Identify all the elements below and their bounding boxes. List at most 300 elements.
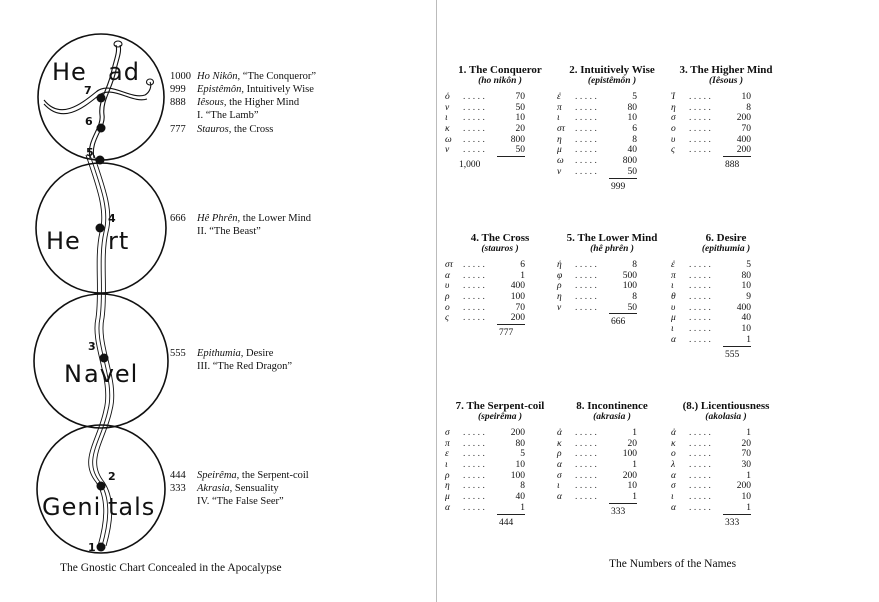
left-caption: The Gnostic Chart Concealed in the Apocalypse (60, 562, 282, 574)
letter-value: 100 (510, 470, 525, 481)
greek-letter: ο (671, 449, 676, 460)
table-title: 3. The Higher Mind (679, 64, 773, 76)
dot-leader: ..... (575, 260, 600, 270)
table-row (441, 492, 559, 503)
letter-value: 20 (515, 124, 525, 135)
greek-letter: ὁ (445, 92, 450, 102)
greek-letter: κ (557, 438, 562, 449)
dot-leader: ..... (463, 470, 488, 481)
greek-letter: ρ (445, 292, 450, 303)
greek-letter: ρ (557, 281, 562, 292)
dot-leader: ..... (463, 438, 488, 449)
chakra-points (96, 94, 109, 552)
table-total: 333 (725, 517, 740, 528)
letter-value: 1 (723, 503, 751, 515)
table-row (553, 260, 671, 271)
table-row (441, 460, 559, 471)
table-row (441, 449, 559, 460)
table-row (441, 145, 559, 156)
greek-letter: η (671, 102, 676, 113)
letter-value: 70 (741, 124, 751, 135)
table-row (553, 135, 671, 146)
point-6 (97, 124, 106, 133)
dot-leader: ..... (689, 134, 714, 145)
dot-leader: ..... (689, 470, 714, 481)
table-row (441, 503, 559, 514)
greek-letter: π (445, 438, 450, 449)
letter-value: 70 (515, 302, 525, 313)
table-row (667, 260, 785, 271)
greek-letter: α (671, 470, 676, 481)
letter-value: 70 (741, 449, 751, 460)
dot-leader: ..... (689, 302, 714, 313)
greek-letter: ε (445, 449, 449, 460)
dot-leader: ..... (575, 492, 600, 503)
dot-leader: ..... (575, 438, 600, 449)
letter-value: 80 (741, 270, 751, 281)
letter-value: 400 (736, 302, 751, 313)
table-row (667, 281, 785, 292)
letter-value: 8 (746, 102, 751, 113)
letter-value: 1 (609, 492, 637, 504)
name-table-7 (441, 400, 559, 528)
table-row (553, 156, 671, 167)
table-row (553, 492, 671, 503)
dot-leader: ..... (689, 324, 714, 335)
table-row (667, 428, 785, 439)
dot-leader: ..... (463, 502, 488, 513)
letter-value: 1 (746, 470, 751, 481)
name-table-8 (553, 400, 671, 517)
greek-letter: σ (671, 113, 676, 124)
greek-letter: ν (557, 302, 562, 313)
table-row (441, 260, 559, 271)
greek-letter: ο (445, 302, 450, 313)
table-subtitle: (hê phrên ) (590, 244, 634, 254)
point-label-2: 2 (108, 470, 116, 483)
table-row (553, 303, 671, 314)
table-subtitle: (stauros ) (481, 244, 519, 254)
greek-letter: υ (671, 134, 676, 145)
dot-leader: ..... (575, 428, 600, 438)
letter-value: 10 (627, 113, 637, 124)
letter-value: 100 (510, 292, 525, 303)
dot-leader: ..... (463, 292, 488, 303)
greek-letter: μ (557, 145, 562, 156)
dot-leader: ..... (463, 302, 488, 313)
name-table-9 (667, 400, 785, 528)
dot-leader: ..... (689, 438, 714, 449)
dot-leader: ..... (463, 449, 488, 460)
greek-letter: ν (445, 145, 450, 156)
name-table-2 (553, 64, 671, 192)
table-row (667, 303, 785, 314)
letter-value: 50 (497, 145, 525, 157)
table-title: 2. Intuitively Wise (569, 64, 655, 76)
table-row (553, 428, 671, 439)
dot-leader: ..... (689, 292, 714, 303)
table-row (667, 103, 785, 114)
dot-leader: ..... (575, 292, 600, 303)
label-999: 999 Epistêmôn, Intuitively Wise (170, 84, 314, 95)
word-heart-left: He (46, 227, 81, 255)
table-title: (8.) Licentiousness (682, 400, 770, 412)
letter-value: 5 (746, 260, 751, 270)
greek-letter: η (557, 134, 562, 145)
greek-letter: θ (671, 292, 676, 303)
name-table-3 (667, 64, 785, 170)
letter-value: 20 (627, 438, 637, 449)
table-subtitle: (epithumia ) (701, 244, 751, 254)
dot-leader: ..... (463, 281, 488, 292)
name-table-1 (441, 64, 559, 170)
dot-leader: ..... (575, 134, 600, 145)
table-row (553, 103, 671, 114)
letter-value: 30 (741, 460, 751, 471)
dot-leader: ..... (463, 270, 488, 281)
point-label-3: 3 (88, 340, 96, 353)
table-row (553, 167, 671, 178)
dot-leader: ..... (575, 481, 600, 492)
table-row (441, 103, 559, 114)
greek-letter: κ (445, 124, 450, 135)
greek-letter: μ (671, 313, 676, 324)
dot-leader: ..... (463, 313, 488, 324)
table-row (667, 124, 785, 135)
table-row (667, 145, 785, 156)
greek-letter: ι (445, 113, 448, 124)
table-row (667, 481, 785, 492)
letter-value: 1 (520, 270, 525, 281)
table-title: 8. Incontinence (576, 400, 648, 412)
dot-leader: ..... (575, 270, 600, 281)
greek-letter: α (671, 334, 676, 345)
letter-value: 10 (741, 324, 751, 335)
point-7 (97, 94, 106, 103)
dot-leader: ..... (575, 113, 600, 124)
dot-leader: ..... (689, 428, 714, 438)
dot-leader: ..... (689, 481, 714, 492)
dot-leader: ..... (575, 449, 600, 460)
dot-leader: ..... (575, 460, 600, 471)
greek-letter: α (445, 270, 450, 281)
dot-leader: ..... (689, 449, 714, 460)
table-title: 1. The Conqueror (458, 64, 542, 76)
letter-value: 40 (627, 145, 637, 156)
table-row (667, 135, 785, 146)
right-caption: The Numbers of the Names (609, 558, 737, 570)
letter-value: 10 (741, 281, 751, 292)
table-row (667, 335, 785, 346)
dot-leader: ..... (689, 124, 714, 135)
table-row (441, 271, 559, 282)
greek-letter: φ (557, 270, 563, 281)
letter-value: 400 (510, 281, 525, 292)
letter-value: 200 (736, 113, 751, 124)
word-heart-right: rt (108, 227, 130, 255)
table-row (667, 113, 785, 124)
table-row (553, 449, 671, 460)
greek-letter: μ (445, 492, 450, 503)
dot-leader: ..... (463, 92, 488, 102)
dot-leader: ..... (463, 134, 488, 145)
dot-leader: ..... (575, 124, 600, 135)
dot-leader: ..... (689, 460, 714, 471)
dot-leader: ..... (689, 92, 714, 102)
letter-value: 8 (632, 260, 637, 270)
table-row (553, 124, 671, 135)
greek-letter: ι (557, 113, 560, 124)
label-555: 555 Epithumia, Desire (170, 348, 274, 359)
letter-value: 1 (746, 428, 751, 438)
table-row (667, 503, 785, 514)
greek-letter: υ (445, 281, 450, 292)
greek-letter: ι (671, 492, 674, 503)
table-total: 333 (611, 506, 626, 517)
dot-leader: ..... (689, 502, 714, 513)
table-row (553, 113, 671, 124)
table-total: 999 (611, 181, 626, 192)
table-subtitle: (Iêsous ) (708, 76, 744, 86)
table-row (553, 481, 671, 492)
label-666: 666 Hê Phrên, the Lower Mind (170, 213, 312, 224)
greek-letter: α (671, 502, 676, 513)
greek-letter: α (557, 492, 562, 503)
letter-value: 800 (622, 156, 637, 167)
greek-letter: ἡ (557, 260, 562, 270)
letter-value: 100 (622, 449, 637, 460)
point-5 (96, 156, 105, 165)
letter-value: 1 (497, 503, 525, 515)
point-1 (97, 543, 106, 552)
name-table-6 (667, 232, 785, 360)
letter-value: 10 (515, 460, 525, 471)
greek-letter: η (557, 292, 562, 303)
label-333: 333 Akrasia, Sensuality (170, 483, 279, 494)
table-row (553, 145, 671, 156)
letter-value: 200 (736, 481, 751, 492)
dot-leader: ..... (463, 460, 488, 471)
greek-letter: ο (671, 124, 676, 135)
word-genitals-right: tals (108, 493, 156, 521)
table-row (441, 471, 559, 482)
greek-letter: ς (445, 313, 449, 324)
greek-letter: ν (557, 166, 562, 177)
table-row (667, 92, 785, 103)
letter-value: 500 (622, 270, 637, 281)
greek-letter: π (557, 102, 562, 113)
dot-leader: ..... (689, 281, 714, 292)
label-1000: 1000 Ho Nikôn, “The Conqueror” (170, 71, 316, 82)
point-label-6: 6 (85, 115, 93, 128)
dot-leader: ..... (689, 102, 714, 113)
greek-letter: η (445, 481, 450, 492)
dot-leader: ..... (463, 492, 488, 503)
dot-leader: ..... (575, 281, 600, 292)
table-title: 5. The Lower Mind (566, 232, 658, 244)
table-row (441, 439, 559, 450)
letter-value: 6 (520, 260, 525, 270)
label-false-seer: IV. “The False Seer” (197, 496, 284, 507)
greek-letter: ἀ (671, 428, 676, 438)
table-subtitle: (akrasia ) (593, 412, 631, 422)
dot-leader: ..... (463, 102, 488, 113)
table-row (553, 292, 671, 303)
greek-letter: σ (557, 470, 562, 481)
letter-value: 50 (609, 303, 637, 315)
table-row (553, 281, 671, 292)
table-row (441, 281, 559, 292)
greek-letter: ι (671, 281, 674, 292)
greek-letter: ω (445, 134, 452, 145)
greek-letter: στ (557, 124, 566, 135)
label-444: 444 Speirêma, the Serpent-coil (170, 470, 309, 481)
table-row (667, 324, 785, 335)
greek-letter: σ (445, 428, 450, 438)
table-row (553, 471, 671, 482)
table-subtitle: (ho nikôn ) (478, 76, 522, 86)
letter-value: 50 (515, 102, 525, 113)
table-row (667, 271, 785, 282)
dot-leader: ..... (689, 270, 714, 281)
table-subtitle: (speirêma ) (477, 412, 523, 422)
word-head-left: He (52, 58, 87, 86)
greek-letter: π (671, 270, 676, 281)
letter-value: 40 (515, 492, 525, 503)
letter-value: 80 (515, 438, 525, 449)
table-row (667, 292, 785, 303)
table-row (667, 471, 785, 482)
greek-letter: ι (557, 481, 560, 492)
dot-leader: ..... (575, 102, 600, 113)
word-head-right: ad (108, 58, 140, 86)
dot-leader: ..... (575, 166, 600, 177)
letter-value: 1 (632, 460, 637, 471)
table-row (441, 428, 559, 439)
table-title: 7. The Serpent-coil (455, 400, 545, 412)
name-table-4 (441, 232, 562, 339)
greek-letter: ι (445, 460, 448, 471)
word-navel-left: N (64, 360, 83, 388)
table-row (441, 481, 559, 492)
letter-value: 800 (510, 134, 525, 145)
table-row (667, 449, 785, 460)
point-2 (97, 482, 106, 491)
greek-letter: ς (671, 145, 675, 156)
table-row (441, 113, 559, 124)
greek-letter: λ (671, 460, 676, 471)
greek-letter: ἐ (671, 260, 675, 270)
letter-value: 6 (632, 124, 637, 135)
greek-letter: ἐ (557, 92, 561, 102)
right-page (437, 0, 879, 602)
greek-letter: υ (671, 302, 676, 313)
table-row (667, 439, 785, 450)
table-subtitle: (akolasia ) (705, 412, 747, 422)
table-row (441, 292, 559, 303)
table-row (441, 302, 562, 314)
table-row (667, 313, 785, 324)
greek-letter: Ἰ (671, 92, 676, 102)
dot-leader: ..... (575, 145, 600, 156)
letter-value: 400 (736, 134, 751, 145)
point-label-5: 5 (86, 146, 94, 159)
letter-value: 10 (741, 492, 751, 503)
dot-leader: ..... (689, 313, 714, 324)
label-777: 777 Stauros, the Cross (170, 124, 274, 135)
letter-value: 9 (746, 292, 751, 303)
greek-letter: α (557, 460, 562, 471)
point-label-7: 7 (84, 84, 92, 97)
letter-value: 8 (632, 134, 637, 145)
point-label-4: 4 (108, 212, 116, 225)
letter-value: 5 (520, 449, 525, 460)
greek-letter: ἀ (557, 428, 562, 438)
table-total: 666 (611, 317, 626, 328)
dot-leader: ..... (463, 481, 488, 492)
dot-leader: ..... (463, 428, 488, 438)
greek-letter: ω (557, 156, 564, 167)
table-total: 888 (725, 160, 740, 171)
letter-value: 10 (741, 92, 751, 102)
letter-value: 5 (632, 92, 637, 102)
table-row (441, 124, 559, 135)
letter-value: 100 (622, 281, 637, 292)
letter-value: 10 (515, 113, 525, 124)
dot-leader: ..... (575, 92, 600, 102)
table-total: 444 (499, 517, 514, 528)
point-4 (96, 224, 105, 233)
table-title: 4. The Cross (470, 232, 530, 244)
letter-value: 80 (627, 102, 637, 113)
point-label-1: 1 (88, 541, 96, 554)
dot-leader: ..... (575, 470, 600, 481)
letter-value: 200 (723, 145, 751, 157)
table-row (667, 460, 785, 471)
greek-letter: ι (671, 324, 674, 335)
greek-letter: ρ (557, 449, 562, 460)
letter-value: 50 (609, 167, 637, 179)
letter-value: 8 (632, 292, 637, 303)
letter-value: 1 (723, 335, 751, 347)
letter-value: 1 (632, 428, 637, 438)
dot-leader: ..... (463, 124, 488, 135)
word-genitals-left: Geni (42, 493, 102, 521)
table-row (553, 460, 671, 471)
dot-leader: ..... (463, 260, 488, 270)
letter-value: 200 (622, 470, 637, 481)
dot-leader: ..... (463, 145, 488, 156)
letter-value: 40 (741, 313, 751, 324)
label-888: 888 Iêsous, the Higher Mind (170, 97, 300, 108)
table-row (553, 92, 671, 103)
greek-letter: σ (671, 481, 676, 492)
label-beast: II. “The Beast” (197, 226, 261, 237)
table-title: 6. Desire (705, 232, 747, 244)
table-total: 777 (499, 328, 514, 339)
table-row (553, 271, 671, 282)
dot-leader: ..... (689, 113, 714, 124)
letter-value: 70 (515, 92, 525, 102)
label-red-dragon: III. “The Red Dragon” (197, 361, 293, 372)
table-row (553, 439, 671, 450)
dot-leader: ..... (689, 145, 714, 156)
dot-leader: ..... (689, 492, 714, 503)
letter-value: 8 (520, 481, 525, 492)
greek-letter: α (445, 502, 450, 513)
dot-leader: ..... (575, 156, 600, 167)
word-navel-right: avel (84, 360, 139, 388)
